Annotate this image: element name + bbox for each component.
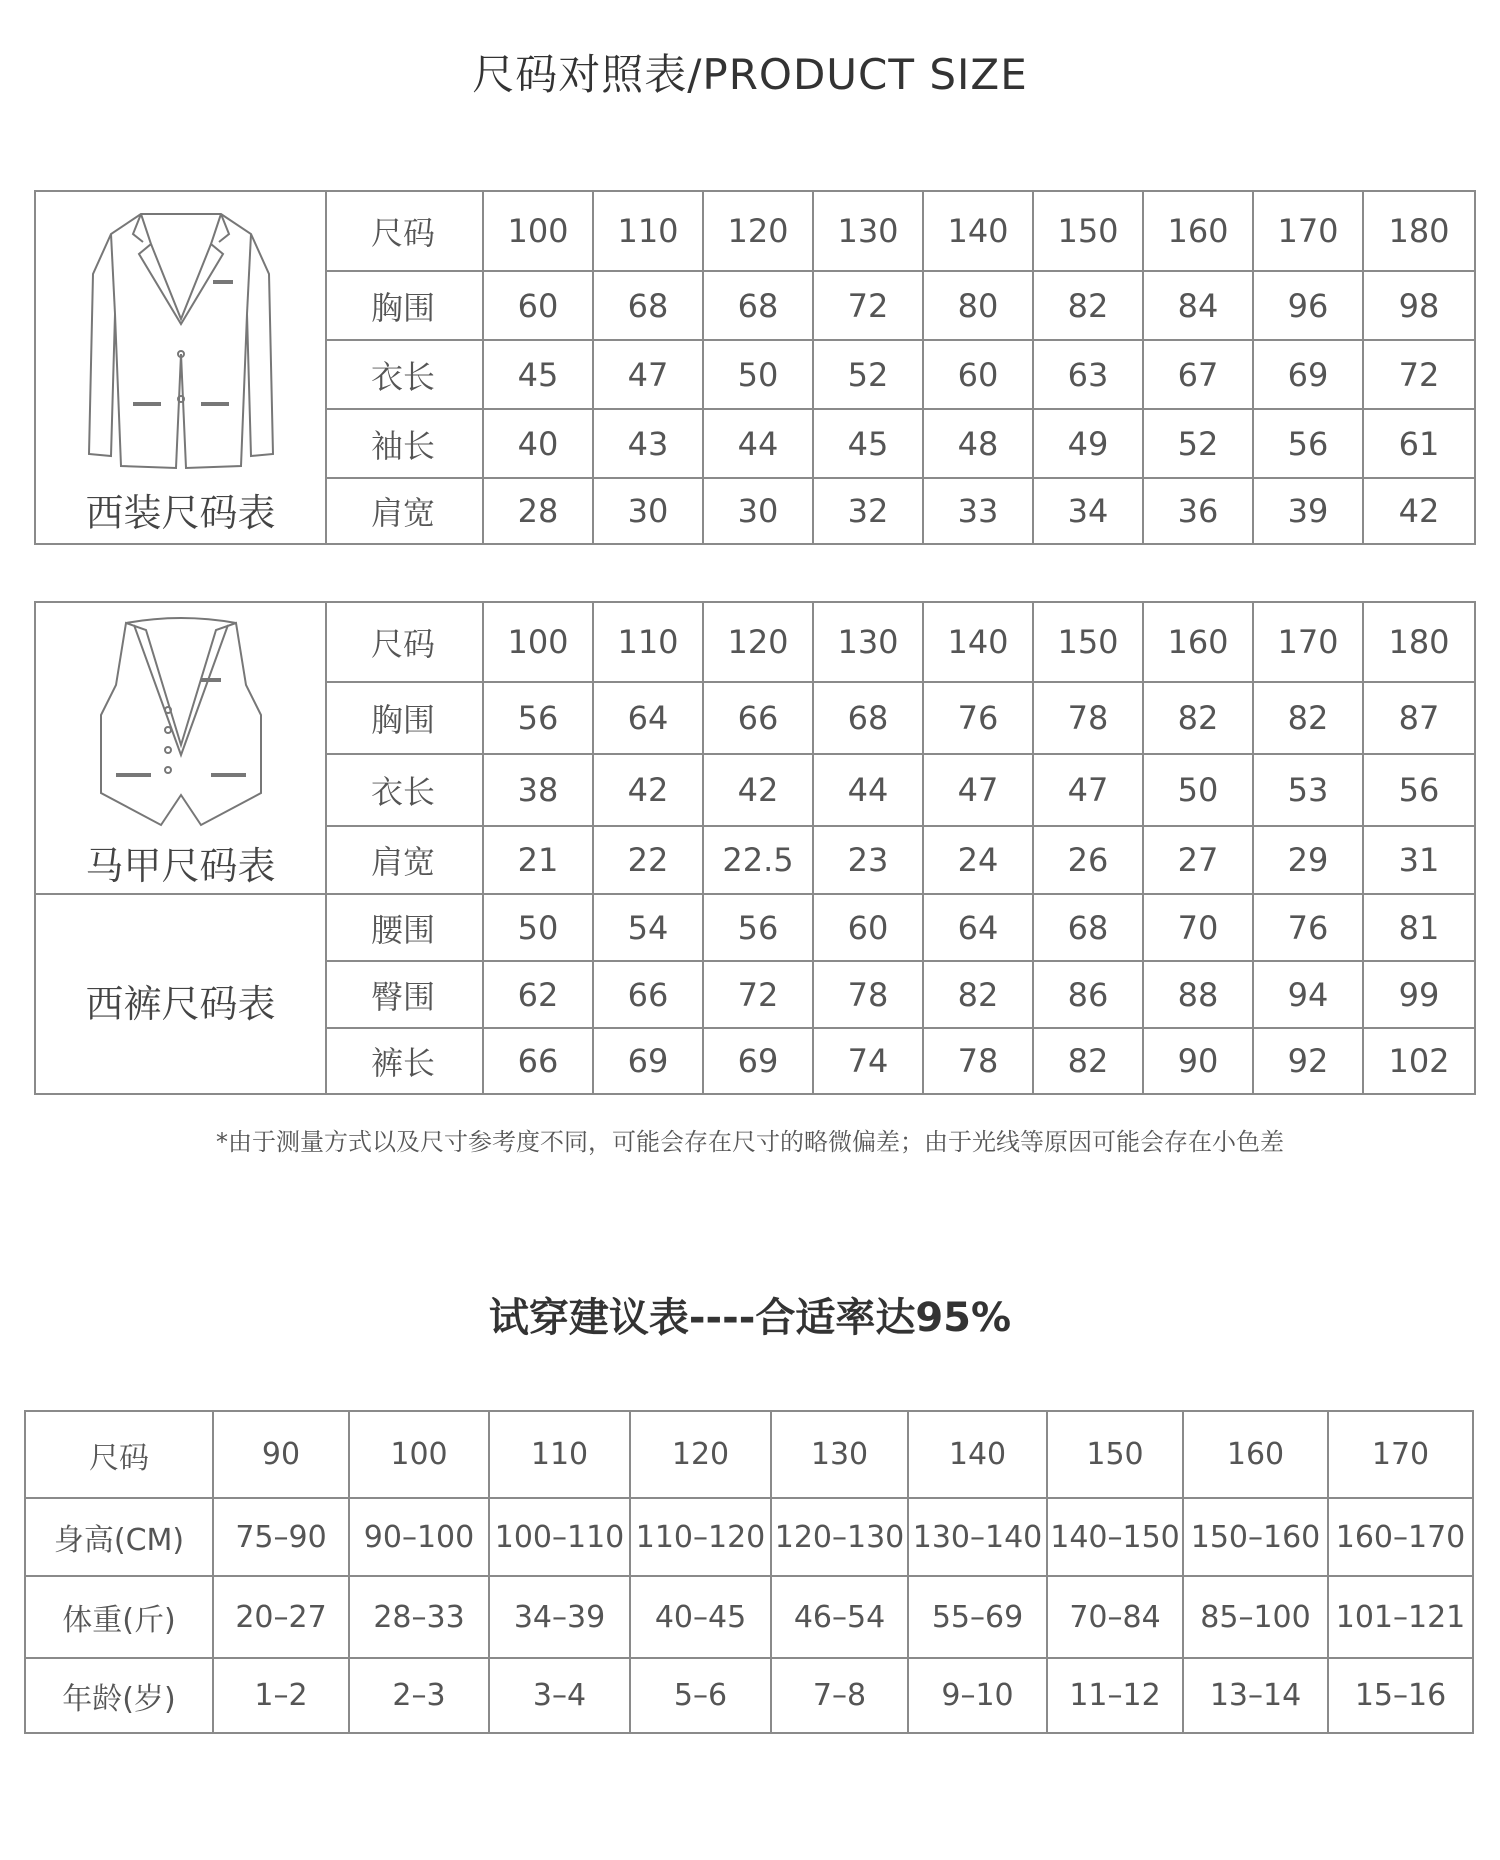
table-cell: 66: [483, 1028, 593, 1094]
table-cell: 70: [1143, 894, 1253, 961]
table-cell: 11–12: [1047, 1658, 1183, 1733]
table-cell: 88: [1143, 961, 1253, 1028]
table-cell: 120: [703, 191, 813, 271]
table-cell: 31: [1363, 826, 1475, 894]
section-title: 西裤尺码表: [85, 982, 276, 1026]
table-cell: 1–2: [213, 1658, 349, 1733]
table-cell: 40: [483, 409, 593, 478]
table-cell: 7–8: [771, 1658, 908, 1733]
table-cell: 150: [1033, 602, 1143, 682]
table-cell: 120–130: [771, 1498, 908, 1576]
table-cell: 72: [703, 961, 813, 1028]
table-cell: 26: [1033, 826, 1143, 894]
table-cell: 150–160: [1183, 1498, 1328, 1576]
table-section-header: [35, 602, 326, 894]
table-cell: 69: [703, 1028, 813, 1094]
table-section-header: [35, 894, 326, 1094]
table-cell: 90–100: [349, 1498, 489, 1576]
table-cell: 27: [1143, 826, 1253, 894]
table-cell: 47: [593, 340, 703, 409]
table-cell: 21: [483, 826, 593, 894]
table-cell: 130: [771, 1411, 908, 1498]
row-label: 体重(斤): [25, 1576, 213, 1658]
table-cell: 32: [813, 478, 923, 544]
table-cell: 68: [593, 271, 703, 340]
fit-row: [25, 1658, 1473, 1733]
table-cell: 80: [923, 271, 1033, 340]
table-cell: 120: [703, 602, 813, 682]
fit-row: [25, 1411, 1473, 1498]
table-cell: 44: [703, 409, 813, 478]
table-cell: 98: [1363, 271, 1475, 340]
row-label: 肩宽: [326, 478, 483, 544]
table-cell: 40–45: [630, 1576, 771, 1658]
table-cell: 64: [593, 682, 703, 754]
table-cell: 160–170: [1328, 1498, 1473, 1576]
table-cell: 5–6: [630, 1658, 771, 1733]
table-cell: 66: [593, 961, 703, 1028]
table-cell: 170: [1328, 1411, 1473, 1498]
table-cell: 2–3: [349, 1658, 489, 1733]
table-cell: 130: [813, 602, 923, 682]
table-cell: 34–39: [489, 1576, 630, 1658]
table-cell: 100: [349, 1411, 489, 1498]
table-cell: 42: [1363, 478, 1475, 544]
row-label: 身高(CM): [25, 1498, 213, 1576]
table-cell: 180: [1363, 602, 1475, 682]
table-cell: 45: [813, 409, 923, 478]
table-cell: 30: [703, 478, 813, 544]
row-label: 腰围: [326, 894, 483, 961]
table-cell: 38: [483, 754, 593, 826]
table-cell: 22: [593, 826, 703, 894]
table-cell: 86: [1033, 961, 1143, 1028]
table-cell: 56: [1253, 409, 1363, 478]
table-cell: 170: [1253, 602, 1363, 682]
table-cell: 44: [813, 754, 923, 826]
row-label: 臀围: [326, 961, 483, 1028]
table-cell: 52: [1143, 409, 1253, 478]
table-cell: 62: [483, 961, 593, 1028]
row-label: 尺码: [326, 602, 483, 682]
table-cell: 47: [1033, 754, 1143, 826]
table-cell: 180: [1363, 191, 1475, 271]
table-cell: 130–140: [908, 1498, 1047, 1576]
suit-size-table: [34, 190, 1476, 545]
table-cell: 94: [1253, 961, 1363, 1028]
table-cell: 76: [923, 682, 1033, 754]
fit-row: [25, 1576, 1473, 1658]
table-cell: 28–33: [349, 1576, 489, 1658]
table-cell: 42: [703, 754, 813, 826]
table-cell: 50: [1143, 754, 1253, 826]
table-cell: 100–110: [489, 1498, 630, 1576]
table-cell: 52: [813, 340, 923, 409]
table-cell: 9–10: [908, 1658, 1047, 1733]
table-cell: 68: [1033, 894, 1143, 961]
table-cell: 100: [483, 602, 593, 682]
row-label: 年龄(岁): [25, 1658, 213, 1733]
table-cell: 50: [703, 340, 813, 409]
section-title: 西装尺码表: [85, 491, 276, 535]
table-cell: 29: [1253, 826, 1363, 894]
table-cell: 34: [1033, 478, 1143, 544]
table-cell: 78: [923, 1028, 1033, 1094]
row-label: 衣长: [326, 340, 483, 409]
table-cell: 150: [1033, 191, 1143, 271]
table-cell: 63: [1033, 340, 1143, 409]
table-cell: 92: [1253, 1028, 1363, 1094]
table-cell: 102: [1363, 1028, 1475, 1094]
table-cell: 49: [1033, 409, 1143, 478]
table-cell: 68: [703, 271, 813, 340]
table-cell: 47: [923, 754, 1033, 826]
table-cell: 23: [813, 826, 923, 894]
table-cell: 84: [1143, 271, 1253, 340]
table-cell: 66: [703, 682, 813, 754]
section-title: 马甲尺码表: [85, 844, 276, 888]
table-cell: 90: [213, 1411, 349, 1498]
table-cell: 90: [1143, 1028, 1253, 1094]
table-cell: 160: [1143, 191, 1253, 271]
table-cell: 82: [1033, 271, 1143, 340]
measurement-note: *由于测量方式以及尺寸参考度不同，可能会存在尺寸的略微偏差；由于光线等原因可能会存在小色差: [216, 1128, 1284, 1156]
table-cell: 30: [593, 478, 703, 544]
table-cell: 45: [483, 340, 593, 409]
row-label: 尺码: [25, 1411, 213, 1498]
table-cell: 82: [1033, 1028, 1143, 1094]
table-cell: 74: [813, 1028, 923, 1094]
table-cell: 33: [923, 478, 1033, 544]
table-cell: 140: [923, 602, 1033, 682]
table-cell: 48: [923, 409, 1033, 478]
table-cell: 140: [908, 1411, 1047, 1498]
table-cell: 160: [1183, 1411, 1328, 1498]
table-cell: 36: [1143, 478, 1253, 544]
table-cell: 3–4: [489, 1658, 630, 1733]
table-cell: 110: [489, 1411, 630, 1498]
table-cell: 42: [593, 754, 703, 826]
row-label: 尺码: [326, 191, 483, 271]
table-cell: 64: [923, 894, 1033, 961]
page-title: 尺码对照表/PRODUCT SIZE: [472, 50, 1028, 99]
table-cell: 15–16: [1328, 1658, 1473, 1733]
table-cell: 68: [813, 682, 923, 754]
suit-jacket-icon: [81, 204, 281, 482]
table-cell: 13–14: [1183, 1658, 1328, 1733]
table-cell: 60: [923, 340, 1033, 409]
table-cell: 60: [813, 894, 923, 961]
table-cell: 54: [593, 894, 703, 961]
table-cell: 22.5: [703, 826, 813, 894]
table-cell: 81: [1363, 894, 1475, 961]
table-cell: 110: [593, 602, 703, 682]
table-cell: 75–90: [213, 1498, 349, 1576]
row-label: 衣长: [326, 754, 483, 826]
table-cell: 72: [813, 271, 923, 340]
suit-row: [35, 191, 1475, 271]
table-cell: 110: [593, 191, 703, 271]
table-cell: 130: [813, 191, 923, 271]
table-cell: 78: [813, 961, 923, 1028]
table-cell: 76: [1253, 894, 1363, 961]
table-cell: 72: [1363, 340, 1475, 409]
table-cell: 53: [1253, 754, 1363, 826]
pants-row: [35, 894, 1475, 961]
table-cell: 82: [1143, 682, 1253, 754]
row-label: 肩宽: [326, 826, 483, 894]
table-cell: 82: [1253, 682, 1363, 754]
table-section-header: [35, 191, 326, 544]
fit-row: [25, 1498, 1473, 1576]
table-cell: 150: [1047, 1411, 1183, 1498]
table-cell: 50: [483, 894, 593, 961]
table-cell: 43: [593, 409, 703, 478]
table-cell: 60: [483, 271, 593, 340]
table-cell: 46–54: [771, 1576, 908, 1658]
vest-pants-size-table: [34, 601, 1476, 1095]
row-label: 裤长: [326, 1028, 483, 1094]
table-cell: 96: [1253, 271, 1363, 340]
table-cell: 20–27: [213, 1576, 349, 1658]
table-cell: 61: [1363, 409, 1475, 478]
table-cell: 69: [1253, 340, 1363, 409]
table-cell: 100: [483, 191, 593, 271]
table-cell: 69: [593, 1028, 703, 1094]
table-cell: 120: [630, 1411, 771, 1498]
table-cell: 56: [1363, 754, 1475, 826]
table-cell: 140: [923, 191, 1033, 271]
table-cell: 99: [1363, 961, 1475, 1028]
table-cell: 170: [1253, 191, 1363, 271]
vest-icon: [96, 615, 266, 838]
table-cell: 55–69: [908, 1576, 1047, 1658]
row-label: 胸围: [326, 271, 483, 340]
table-cell: 70–84: [1047, 1576, 1183, 1658]
table-cell: 110–120: [630, 1498, 771, 1576]
vest-row: [35, 602, 1475, 682]
fit-suggestion-table: [24, 1410, 1474, 1734]
table-cell: 24: [923, 826, 1033, 894]
table-cell: 82: [923, 961, 1033, 1028]
table-cell: 160: [1143, 602, 1253, 682]
table-cell: 28: [483, 478, 593, 544]
table-cell: 56: [703, 894, 813, 961]
table-cell: 101–121: [1328, 1576, 1473, 1658]
row-label: 袖长: [326, 409, 483, 478]
table-cell: 39: [1253, 478, 1363, 544]
table-cell: 56: [483, 682, 593, 754]
table-cell: 78: [1033, 682, 1143, 754]
table-cell: 67: [1143, 340, 1253, 409]
fit-suggestion-title: 试穿建议表----合适率达95%: [488, 1295, 1012, 1341]
row-label: 胸围: [326, 682, 483, 754]
table-cell: 87: [1363, 682, 1475, 754]
table-cell: 140–150: [1047, 1498, 1183, 1576]
table-cell: 85–100: [1183, 1576, 1328, 1658]
